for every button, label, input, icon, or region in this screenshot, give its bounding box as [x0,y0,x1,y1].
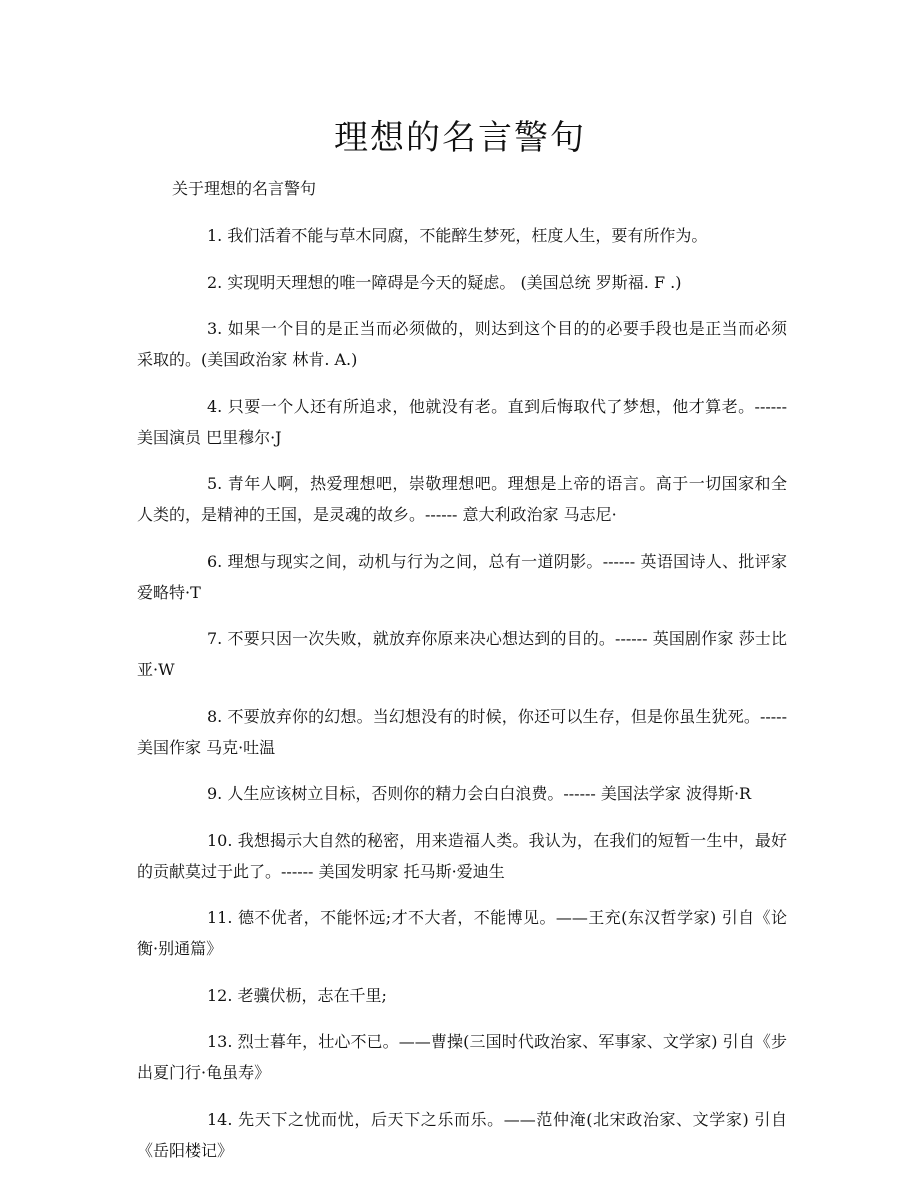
quote-item: 2. 实现明天理想的唯一障碍是今天的疑虑。 (美国总统 罗斯福. F .) [207,272,682,292]
quote-item: 3. 如果一个目的是正当而必须做的，则达到这个目的的必要手段也是正当而必须采取的。(美国政治家 林肯. A.) [137,319,787,369]
quote-item: 7. 不要只因一次失败，就放弃你原来决心想达到的目的。------ 英国剧作家 莎士比亚·W [137,629,787,679]
quote-item: 8. 不要放弃你的幻想。当幻想没有的时候，你还可以生存，但是你虽生犹死。----- 美国作家 马克·吐温 [137,706,787,757]
quote-item: 4. 只要一个人还有所追求，他就没有老。直到后悔取代了梦想，他才算老。------ 美国演员 巴里穆尔·J [137,396,787,447]
quote-item: 11. 德不优者，不能怀远;才不大者，不能博见。——王充(东汉哲学家) 引自《论衡·别通篇》 [137,908,787,958]
quote-item: 14. 先天下之忧而忧，后天下之乐而乐。——范仲淹(北宋政治家、文学家) 引自《岳阳楼记》 [137,1109,787,1160]
quote-item: 13. 烈士暮年，壮心不已。——曹操(三国时代政治家、军事家、文学家) 引自《步出夏门行·龟虽寿》 [137,1032,787,1082]
quote-item: 10. 我想揭示大自然的秘密，用来造福人类。我认为，在我们的短暂一生中，最好的贡献莫过于此了。------ 美国发明家 托马斯·爱迪生 [137,830,787,881]
quote-item: 1. 我们活着不能与草木同腐，不能醉生梦死，枉度人生，要有所作为。 [207,226,708,245]
quote-list [137,220,787,1181]
quote-item: 12. 老骥伏枥，志在千里; [207,985,387,1005]
quote-item: 9. 人生应该树立目标，否则你的精力会白白浪费。------ 美国法学家 波得斯·R [207,784,752,803]
page-title: 理想的名言警句 [334,117,586,158]
quote-item: 6. 理想与现实之间，动机与行为之间，总有一道阴影。------ 英语国诗人、批评家 爱略特·T [137,551,787,602]
section-subtitle: 关于理想的名言警句 [172,179,317,198]
quote-item: 5. 青年人啊，热爱理想吧，崇敬理想吧。理想是上帝的语言。高于一切国家和全人类的，是精神的王国，是灵魂的故乡。------ 意大利政治家 马志尼· [137,474,787,524]
